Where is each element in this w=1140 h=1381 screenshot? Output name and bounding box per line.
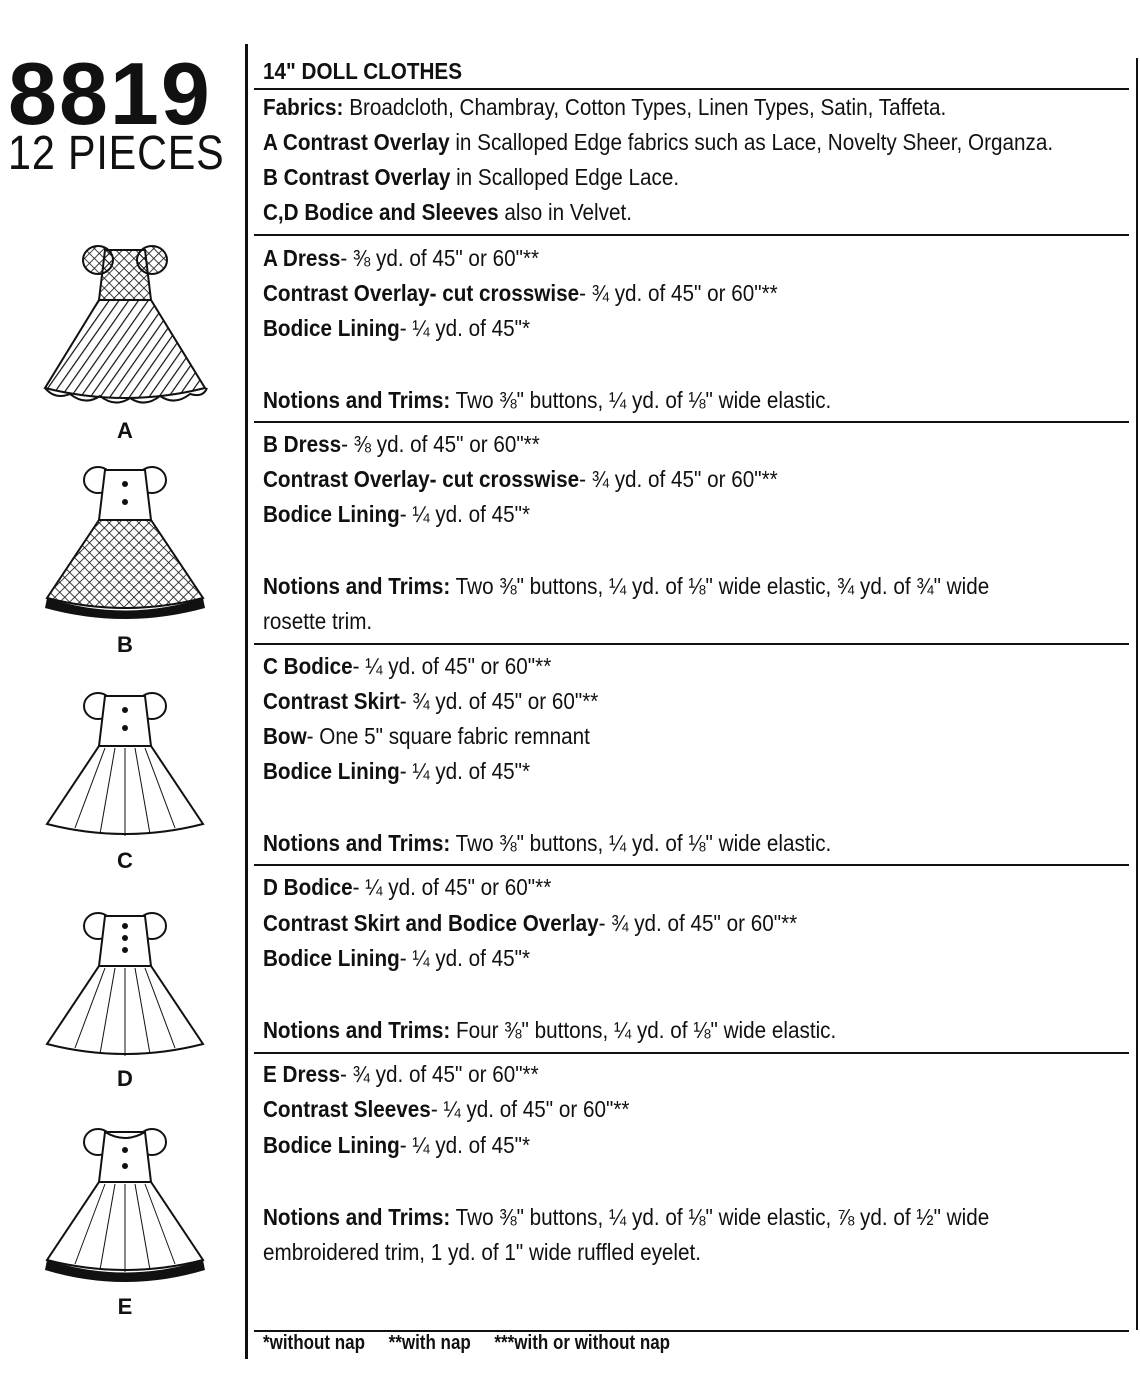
c-bow-line: Bow- One 5" square fabric remnant (263, 723, 590, 749)
b-notions-line: Notions and Trims: Two ⅜" buttons, ¼ yd. of ⅛" wide elastic, ¾ yd. of ¾" wide (263, 573, 990, 599)
rule (254, 234, 1129, 236)
c-notions-line: Notions and Trims: Two ⅜" buttons, ¼ yd. of ⅛" wide elastic. (263, 830, 832, 856)
view-label-c: C (117, 848, 133, 873)
d-notions-line: Notions and Trims: Four ⅜" buttons, ¼ yd. of ⅛" wide elastic. (263, 1017, 837, 1043)
a-dress-line: A Dress- ⅜ yd. of 45" or 60"** (263, 245, 540, 271)
fabrics-line-1: Fabrics: Broadcloth, Chambray, Cotton Types, Linen Types, Satin, Taffeta. (263, 94, 947, 120)
b-notions-line-2: rosette trim. (263, 608, 373, 634)
view-c-illustration (30, 684, 220, 844)
a-notions-line: Notions and Trims: Two ⅜" buttons, ¼ yd. of ⅛" wide elastic. (263, 387, 832, 413)
column-divider (245, 44, 248, 1359)
e-sleeves-line: Contrast Sleeves- ¼ yd. of 45" or 60"** (263, 1096, 630, 1122)
nap-legend (263, 1332, 670, 1355)
d-lining-line: Bodice Lining- ¼ yd. of 45"* (263, 945, 531, 971)
view-b-illustration (30, 458, 220, 623)
view-d-illustration (30, 904, 220, 1064)
view-label-a: A (117, 418, 133, 443)
right-border (1136, 58, 1138, 1330)
rule (254, 864, 1129, 866)
nap-note-1: *without nap (263, 1332, 365, 1354)
b-overlay-line: Contrast Overlay- cut crosswise- ¾ yd. of 45" or 60"** (263, 466, 778, 492)
d-skirt-line: Contrast Skirt and Bodice Overlay- ¾ yd. of 45" or 60"** (263, 910, 798, 936)
d-bodice-line: D Bodice- ¼ yd. of 45" or 60"** (263, 874, 552, 900)
e-lining-line: Bodice Lining- ¼ yd. of 45"* (263, 1132, 531, 1158)
e-dress-line: E Dress- ¾ yd. of 45" or 60"** (263, 1061, 539, 1087)
view-label-d: D (117, 1066, 133, 1091)
b-lining-line: Bodice Lining- ¼ yd. of 45"* (263, 501, 531, 527)
e-notions-line-2: embroidered trim, 1 yd. of 1" wide ruffled eyelet. (263, 1239, 702, 1265)
a-lining-line: Bodice Lining- ¼ yd. of 45"* (263, 315, 531, 341)
b-dress-line: B Dress- ⅜ yd. of 45" or 60"** (263, 431, 540, 457)
rule (254, 643, 1129, 645)
fabrics-line-2: A Contrast Overlay in Scalloped Edge fabrics such as Lace, Novelty Sheer, Organza. (263, 129, 1054, 155)
view-a-illustration (30, 238, 220, 418)
a-overlay-line: Contrast Overlay- cut crosswise- ¾ yd. of 45" or 60"** (263, 280, 778, 306)
fabrics-line-3: B Contrast Overlay in Scalloped Edge Lace. (263, 164, 680, 190)
nap-note-2: **with nap (388, 1332, 471, 1354)
pattern-number: 8819 (8, 44, 212, 143)
view-e-illustration (30, 1120, 220, 1285)
rule (254, 88, 1129, 90)
e-notions-line: Notions and Trims: Two ⅜" buttons, ¼ yd. of ⅛" wide elastic, ⅞ yd. of ½" wide (263, 1204, 990, 1230)
nap-note-3: ***with or without nap (494, 1332, 671, 1354)
rule (254, 1052, 1129, 1054)
rule (254, 421, 1129, 423)
view-label-e: E (117, 1294, 133, 1319)
pieces-count: 12 PIECES (8, 127, 225, 180)
title: 14" DOLL CLOTHES (263, 58, 463, 84)
c-bodice-line: C Bodice- ¼ yd. of 45" or 60"** (263, 653, 552, 679)
c-lining-line: Bodice Lining- ¼ yd. of 45"* (263, 758, 531, 784)
view-label-b: B (117, 632, 133, 657)
c-skirt-line: Contrast Skirt- ¾ yd. of 45" or 60"** (263, 688, 599, 714)
fabrics-line-4: C,D Bodice and Sleeves also in Velvet. (263, 199, 632, 225)
